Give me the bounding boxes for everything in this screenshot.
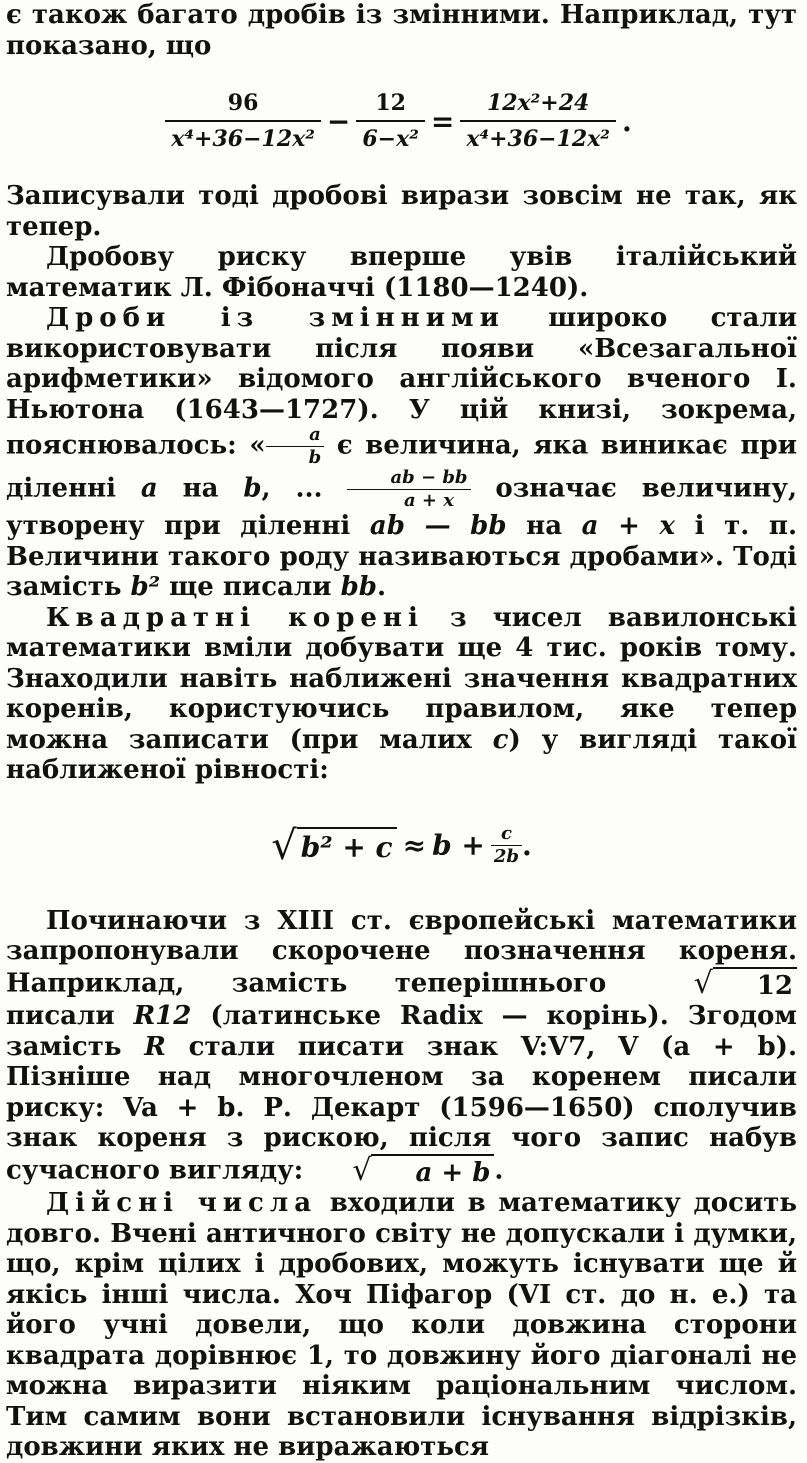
inline-fraction-ab-bb xyxy=(347,468,470,511)
approximation-formula xyxy=(6,786,797,906)
denominator: b xyxy=(308,447,322,468)
text-run: є величина, яка виникає при діленні xyxy=(6,430,797,504)
expr-bb: bb xyxy=(340,572,377,602)
text-run: на xyxy=(157,473,244,504)
term-real-numbers: Дійсні числа xyxy=(46,1188,318,1218)
radical-sign-icon: √ xyxy=(352,1152,372,1188)
denominator: a + x xyxy=(403,490,454,511)
minus-sign: − xyxy=(326,104,351,138)
paragraph-fractions xyxy=(6,303,797,603)
var-b: b xyxy=(243,473,262,504)
intro-paragraph: є також багато дробів із змінними. Наприклад, тут показано, що xyxy=(6,0,797,61)
fraction-3-denominator: x⁴+36−12x² xyxy=(466,126,610,152)
text-run: Починаючи з XIII ст. європейські математики запропонували скорочене позначення кореня. Наприклад, замість теперішнього xyxy=(6,905,797,998)
text-run: на xyxy=(506,511,582,541)
numerator: ab − bb xyxy=(347,468,470,490)
var-c: c xyxy=(492,724,509,755)
radicand: a + b xyxy=(371,1154,494,1189)
text-run: ще писали xyxy=(160,572,341,602)
radical-sign-icon: √ xyxy=(271,822,297,869)
fraction-2 xyxy=(356,90,425,152)
paragraph-square-roots xyxy=(6,603,797,786)
sqrt-a-plus-b xyxy=(312,1154,494,1189)
fraction-1-numerator: 96 xyxy=(165,90,321,122)
text-run: писали xyxy=(6,1001,134,1031)
fraction-1-denominator: x⁴+36−12x² xyxy=(171,126,315,152)
approx-sign: ≈ xyxy=(402,829,427,862)
text-run: ) у вигляді такої наближеної рівності: xyxy=(6,724,797,785)
radical-sign-icon: √ xyxy=(693,965,713,1001)
equals-sign: = xyxy=(430,104,455,138)
paragraph-root-notation xyxy=(6,906,797,1189)
fraction-3-numerator: 12x²+24 xyxy=(460,90,616,122)
fraction-1 xyxy=(165,90,321,152)
inline-fraction-a-b xyxy=(266,425,325,468)
paragraph-fibonacci: Дробову риску вперше увів італійський математик Л. Фібоначчі (1180—1240). xyxy=(6,242,797,303)
text-run: означає величину, утворену при діленні xyxy=(6,473,798,541)
text-run: широко стали використовувати після появи «Всезагальної арифметики» відомого англійського вченого І. Ньютона (1643—1727). У цій книзі, зокрема, пояснювалось: « xyxy=(6,303,798,461)
rhs-term: b + xyxy=(432,829,485,862)
paragraph-notation: Записували тоді дробові вирази зовсім не так, як тепер. xyxy=(6,181,797,242)
text-run: з чисел вавилонські математики вміли добувати ще 4 тис. років тому. Знаходили навіть наближені значення квадратних коренів, користуючись правилом, яке тепер можна записати (при малих xyxy=(6,602,797,755)
text-run: . xyxy=(376,572,386,602)
notation-r12: R12 xyxy=(133,1001,192,1031)
rhs-fraction xyxy=(491,824,522,867)
paragraph-real-numbers xyxy=(6,1188,797,1463)
term-square-roots: Квадратні корені xyxy=(46,602,424,633)
term-fractions: Дроби із змінними xyxy=(46,303,505,333)
fraction-2-numerator: 12 xyxy=(356,90,425,122)
fraction-2-denominator: 6−x² xyxy=(362,126,419,152)
text-run: , ... xyxy=(261,473,348,504)
square-root xyxy=(271,823,396,869)
sqrt-12 xyxy=(654,967,797,1002)
text-run: (латинське Radix — корінь). Згодом замість xyxy=(6,1001,797,1062)
expr-b-squared: b² xyxy=(130,572,161,602)
numerator: a xyxy=(266,425,325,447)
radicand: b² + c xyxy=(297,827,397,864)
notation-r: R xyxy=(144,1031,166,1062)
radicand: 12 xyxy=(713,967,797,1002)
var-a: a xyxy=(140,473,158,504)
text-run: . xyxy=(494,1154,504,1185)
numerator: c xyxy=(491,824,522,846)
expr-ab-bb: ab — bb xyxy=(369,511,507,541)
fraction-3 xyxy=(460,90,616,152)
expr-a-x: a + x xyxy=(581,511,676,541)
text-run: входили в математику досить довго. Вчені античного світу не допускали і думки, що, крім цілих і дробових, можуть існувати ще й якісь інші числа. Хоч Піфагор (VI ст. до н. е.) та його учні довели, що коли довжина сторони квадрата дорівнює 1, то довжину його діагоналі не можна виразити ніяким раціональним числом. Тим самим вони встановили існування відрізків, довжини яких не виражаються xyxy=(6,1188,797,1462)
denominator: 2b xyxy=(493,846,519,867)
text-run: і т. п. Величини такого роду називаються дробами». Тоді замість xyxy=(6,511,797,602)
fraction-equation xyxy=(6,61,797,181)
period: . xyxy=(522,829,532,862)
period: . xyxy=(621,104,632,138)
text-run: стали писати знак V:V7, V (a + b). Пізніше над многочленом за коренем писали риску: Va + b. Р. Декарт (1596—1650) сполучив знак кореня з рискою, після чого запис набув сучасного вигляду: xyxy=(6,1031,798,1185)
